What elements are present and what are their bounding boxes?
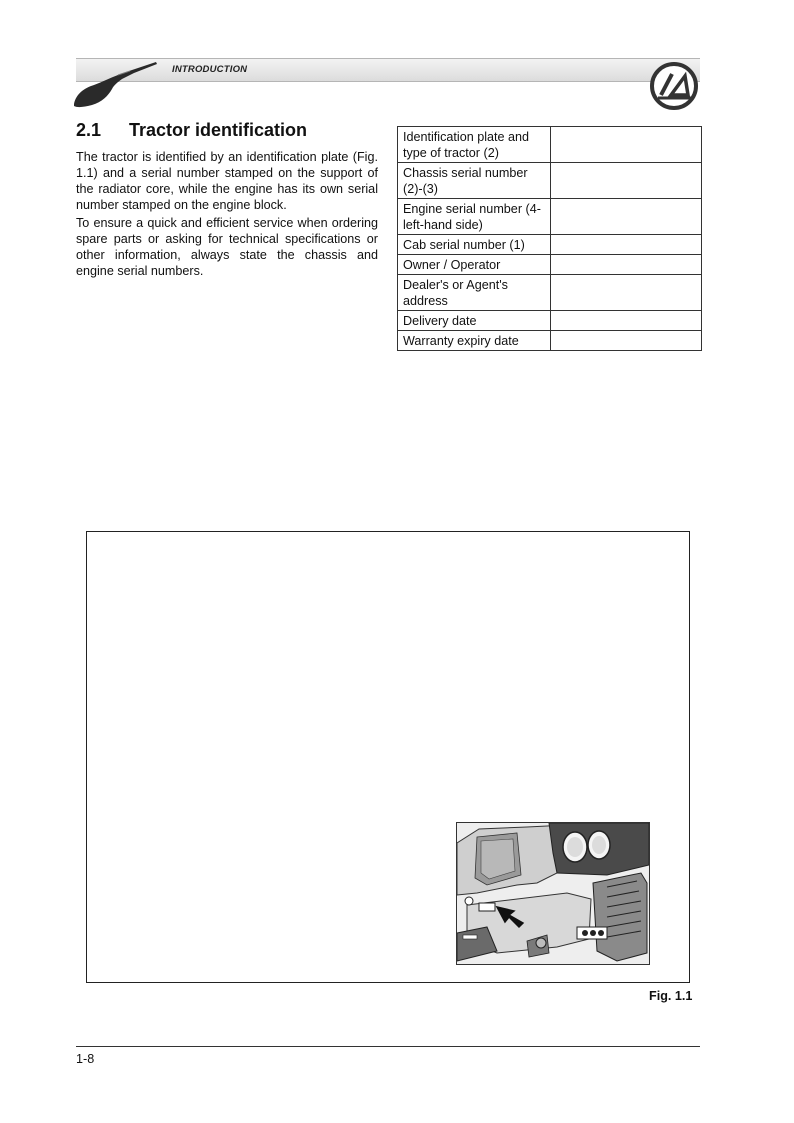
row-value-field[interactable] — [550, 255, 702, 275]
table-row — [398, 275, 702, 311]
row-label: Owner / Operator — [398, 255, 551, 275]
row-label: Identification plate and type of tractor (2) — [398, 127, 551, 163]
intro-paragraph: The tractor is identified by an identification plate (Fig. 1.1) and a serial number stamped on the support of the radiator core, while the engine has its own serial number stamped on the engine block. — [76, 150, 378, 212]
row-value-field[interactable] — [550, 235, 702, 255]
pointing-hand-icon — [72, 58, 162, 110]
section-title: Tractor identification — [129, 120, 308, 140]
row-value-field[interactable] — [550, 127, 702, 163]
table-row — [398, 331, 702, 351]
row-value-field[interactable] — [550, 275, 702, 311]
section-number: 2.1 — [76, 120, 102, 140]
table-row — [398, 311, 702, 331]
header-band — [76, 58, 700, 82]
page-number: 1-8 — [76, 1052, 95, 1066]
identification-table — [397, 126, 702, 351]
row-label: Delivery date — [398, 311, 551, 331]
figure-caption: Fig. 1.1 — [649, 989, 693, 1003]
row-label: Dealer's or Agent's address — [398, 275, 551, 311]
table-row — [398, 163, 702, 199]
header-section-label: INTRODUCTION — [172, 64, 248, 75]
row-label: Cab serial number (1) — [398, 235, 551, 255]
row-value-field[interactable] — [550, 311, 702, 331]
table-row — [398, 199, 702, 235]
row-label: Warranty expiry date — [398, 331, 551, 351]
footer-rule — [76, 1046, 700, 1047]
table-row — [398, 255, 702, 275]
row-value-field[interactable] — [550, 331, 702, 351]
table-row — [398, 235, 702, 255]
brand-logo-icon — [648, 60, 700, 112]
table-row — [398, 127, 702, 163]
row-value-field[interactable] — [550, 163, 702, 199]
service-paragraph: To ensure a quick and efficient service when ordering spare parts or asking for technical specifications or other information, always state the chassis and engine serial numbers. — [76, 216, 378, 278]
row-value-field[interactable] — [550, 199, 702, 235]
row-label: Engine serial number (4-left-hand side) — [398, 199, 551, 235]
row-label: Chassis serial number (2)-(3) — [398, 163, 551, 199]
tractor-detail-illustration — [456, 822, 650, 965]
